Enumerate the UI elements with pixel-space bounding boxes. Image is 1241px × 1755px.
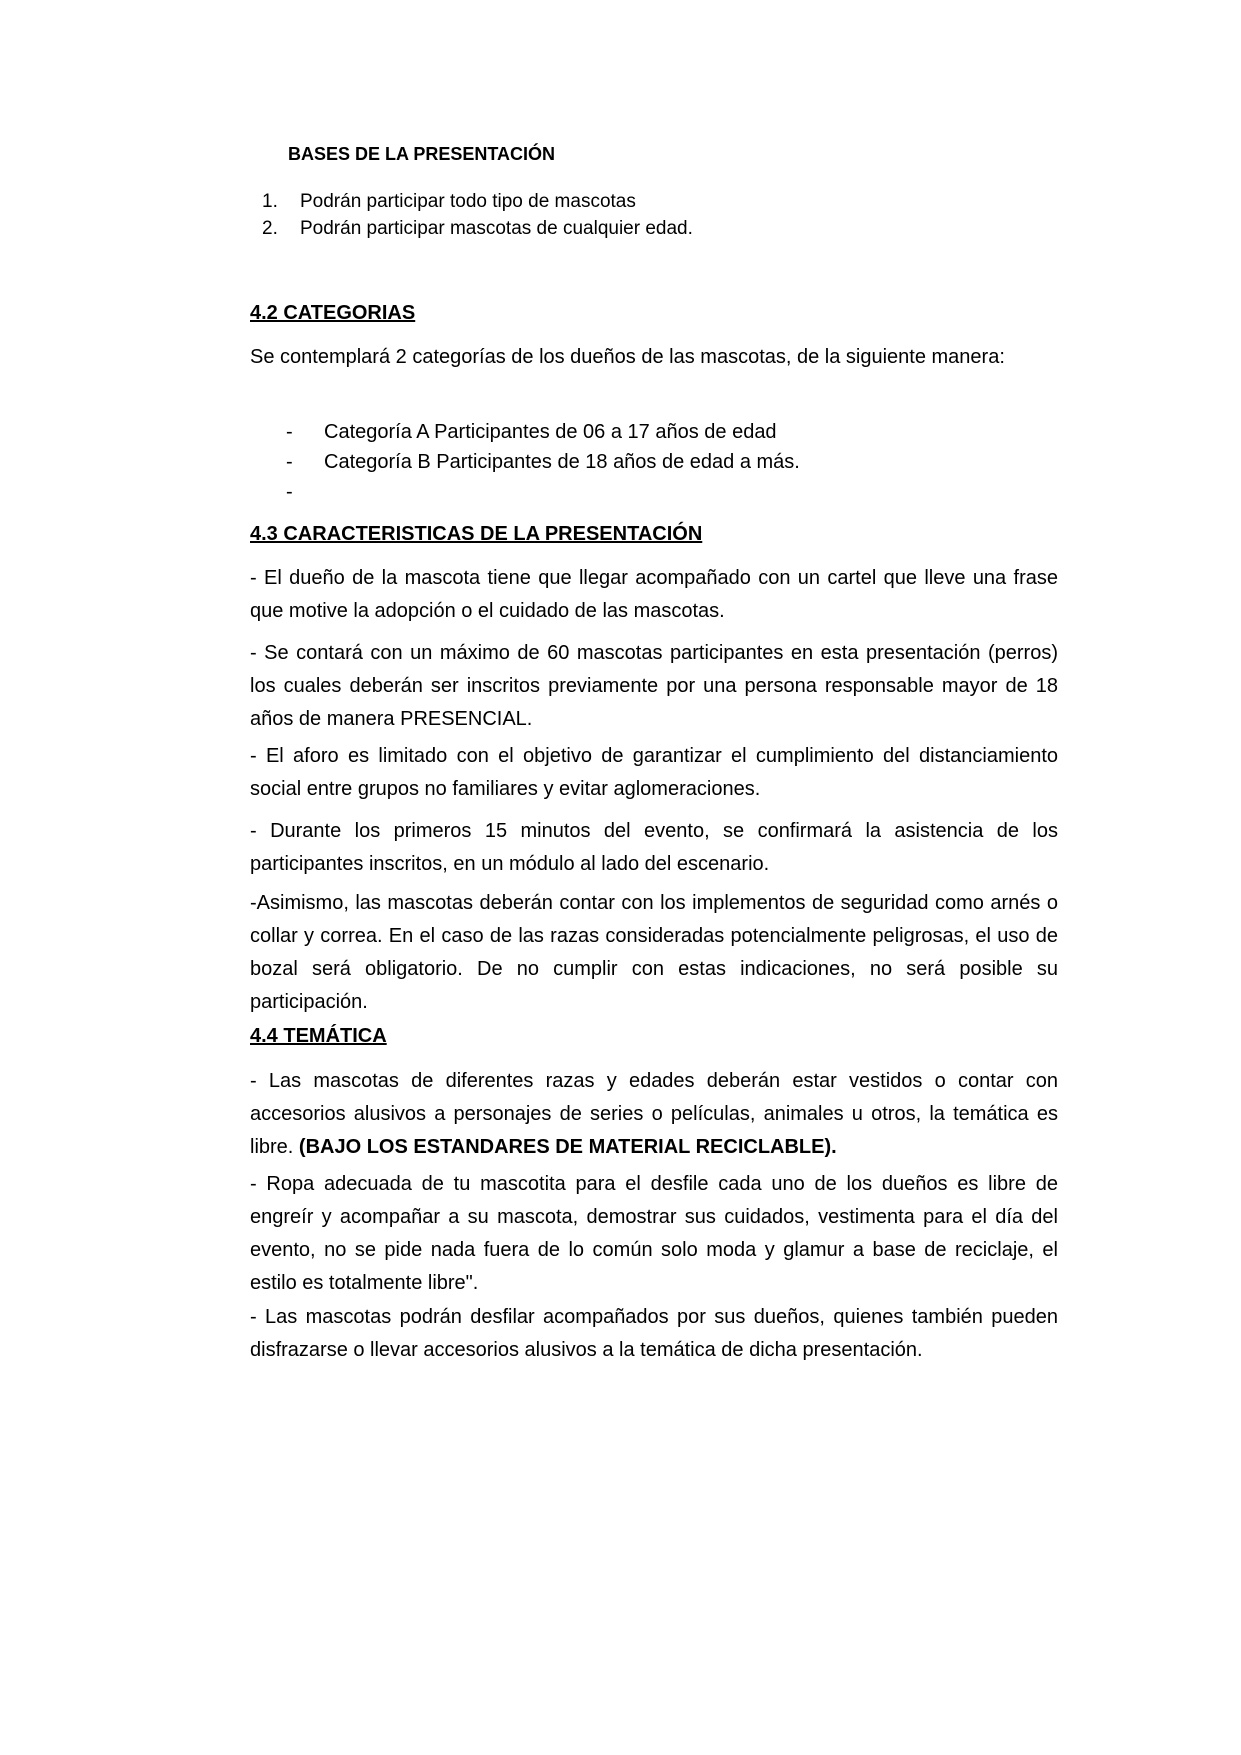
caracteristicas-paragraph-4: - Durante los primeros 15 minutos del evento, se confirmará la asistencia de los participantes inscritos, en un módulo al lado del escenario.	[250, 820, 1058, 875]
categorias-heading: 4.2 CATEGORIAS	[250, 302, 416, 324]
categoria-item-a-text: Categoría A Participantes de 06 a 17 años de edad	[324, 421, 777, 443]
dash-bullet: -	[286, 421, 293, 443]
dash-bullet: -	[286, 451, 293, 473]
dash-bullet: -	[286, 481, 293, 503]
categoria-item-b-text: Categoría B Participantes de 18 años de edad a más.	[324, 451, 800, 473]
bases-item-1-text: Podrán participar todo tipo de mascotas	[300, 191, 636, 212]
bases-item-2	[262, 212, 1070, 245]
categoria-item-empty	[286, 476, 1094, 509]
bases-item-1-number: 1.	[262, 191, 278, 212]
tematica-heading: 4.4 TEMÁTICA	[250, 1025, 387, 1047]
caracteristicas-paragraph-3: - El aforo es limitado con el objetivo de garantizar el cumplimiento del distanciamiento social entre grupos no familiares y evitar aglomeraciones.	[250, 745, 1058, 800]
bases-item-2-text: Podrán participar mascotas de cualquier edad.	[300, 218, 693, 239]
categoria-item-a	[286, 416, 1094, 449]
tematica-paragraph-1-text: - Las mascotas de diferentes razas y edades deberán estar vestidos o contar con accesorios alusivos a personajes de series o películas, animales u otros, la temática es libre.	[250, 1070, 1058, 1158]
tematica-paragraph-3: - Las mascotas podrán desfilar acompañados por sus dueños, quienes también pueden disfrazarse o llevar accesorios alusivos a la temática de dicha presentación.	[250, 1306, 1058, 1361]
bases-title: BASES DE LA PRESENTACIÓN	[288, 144, 556, 164]
caracteristicas-paragraph-1: - El dueño de la mascota tiene que llegar acompañado con un cartel que lleve una frase que motive la adopción o el cuidado de las mascotas.	[250, 567, 1058, 622]
bases-item-2-number: 2.	[262, 218, 278, 239]
caracteristicas-paragraph-5: -Asimismo, las mascotas deberán contar con los implementos de seguridad como arnés o collar y correa. En el caso de las razas consideradas potencialmente peligrosas, el uso de bozal será obligatorio. De no cumplir con estas indicaciones, no será posible su participación.	[250, 892, 1058, 1013]
caracteristicas-paragraph-2: - Se contará con un máximo de 60 mascotas participantes en esta presentación (perros) los cuales deberán ser inscritos previamente por una persona responsable mayor de 18 años de manera PRESENCIAL.	[250, 642, 1058, 730]
tematica-paragraph-1	[250, 1065, 1058, 1164]
caracteristicas-heading: 4.3 CARACTERISTICAS DE LA PRESENTACIÓN	[250, 523, 703, 545]
tematica-paragraph-1-bold: (BAJO LOS ESTANDARES DE MATERIAL RECICLABLE).	[298, 1136, 837, 1158]
categoria-item-b	[286, 446, 1094, 479]
tematica-paragraph-2: - Ropa adecuada de tu mascotita para el desfile cada uno de los dueños es libre de engreír y acompañar a su mascota, demostrar sus cuidados, vestimenta para el día del evento, no se pide nada fuera de lo común solo moda y glamur a base de reciclaje, el estilo es totalmente libre".	[250, 1173, 1058, 1294]
categorias-intro: Se contemplará 2 categorías de los dueños de las mascotas, de la siguiente manera:	[250, 346, 1005, 368]
